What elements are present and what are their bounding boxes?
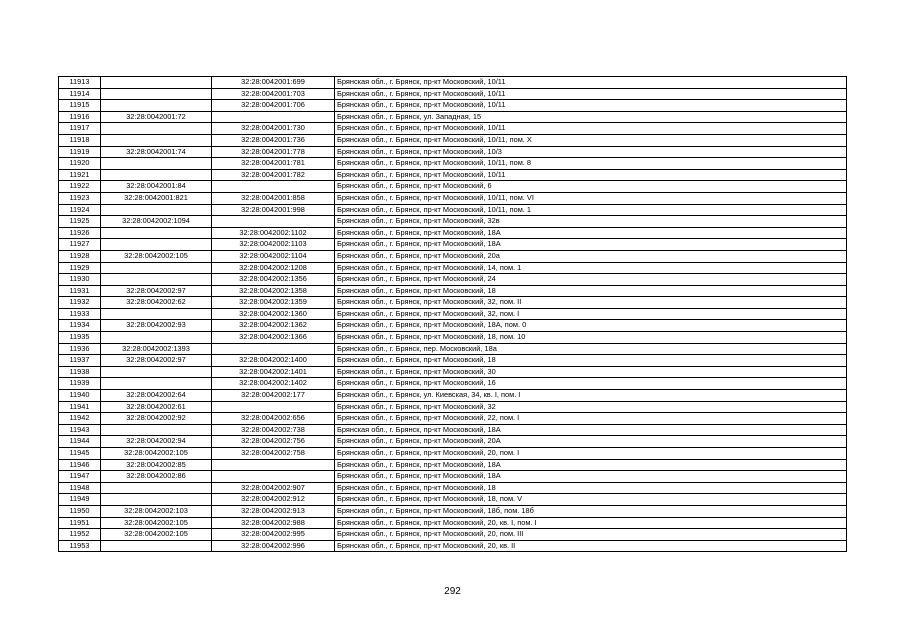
address-cell: Брянская обл., г. Брянск, пр-кт Московский, 18	[335, 482, 847, 494]
row-number-cell: 11930	[59, 274, 101, 286]
table-row	[59, 181, 847, 193]
row-number-cell: 11946	[59, 459, 101, 471]
object-number-cell: 32:28:0042001:730	[212, 123, 335, 135]
table-row	[59, 494, 847, 506]
table-row	[59, 274, 847, 286]
object-number-cell: 32:28:0042002:988	[212, 517, 335, 529]
table-row	[59, 111, 847, 123]
table-row	[59, 250, 847, 262]
parcel-number-cell: 32:28:0042002:86	[101, 471, 212, 483]
table-row	[59, 355, 847, 367]
parcel-number-cell	[101, 494, 212, 506]
row-number-cell: 11947	[59, 471, 101, 483]
address-cell: Брянская обл., г. Брянск, пр-кт Московский, 20, кв. I, пом. I	[335, 517, 847, 529]
row-number-cell: 11935	[59, 332, 101, 344]
table-row	[59, 262, 847, 274]
address-cell: Брянская обл., г. Брянск, пр-кт Московский, 30	[335, 366, 847, 378]
table-row	[59, 134, 847, 146]
table-row	[59, 88, 847, 100]
object-number-cell	[212, 459, 335, 471]
table-row	[59, 390, 847, 402]
registry-table	[58, 76, 847, 552]
address-cell: Брянская обл., г. Брянск, пр-кт Московский, 20, пом. I	[335, 448, 847, 460]
object-number-cell: 32:28:0042002:1104	[212, 250, 335, 262]
parcel-number-cell	[101, 424, 212, 436]
object-number-cell: 32:28:0042002:1366	[212, 332, 335, 344]
parcel-number-cell	[101, 332, 212, 344]
table-row	[59, 413, 847, 425]
row-number-cell: 11925	[59, 216, 101, 228]
table-row	[59, 448, 847, 460]
table-row	[59, 77, 847, 89]
address-cell: Брянская обл., г. Брянск, пр-кт Московский, 10/11, пом. VI	[335, 192, 847, 204]
address-cell: Брянская обл., г. Брянск, пр-кт Московский, 32	[335, 401, 847, 413]
parcel-number-cell: 32:28:0042002:105	[101, 517, 212, 529]
address-cell: Брянская обл., г. Брянск, пр-кт Московский, 24	[335, 274, 847, 286]
object-number-cell: 32:28:0042002:995	[212, 529, 335, 541]
row-number-cell: 11952	[59, 529, 101, 541]
address-cell: Брянская обл., г. Брянск, пр-кт Московский, 20, кв. II	[335, 540, 847, 552]
object-number-cell	[212, 343, 335, 355]
object-number-cell: 32:28:0042001:706	[212, 100, 335, 112]
object-number-cell: 32:28:0042002:907	[212, 482, 335, 494]
parcel-number-cell: 32:28:0042002:61	[101, 401, 212, 413]
object-number-cell: 32:28:0042001:699	[212, 77, 335, 89]
table-row	[59, 482, 847, 494]
parcel-number-cell	[101, 378, 212, 390]
parcel-number-cell: 32:28:0042002:92	[101, 413, 212, 425]
table-row	[59, 424, 847, 436]
object-number-cell: 32:28:0042002:912	[212, 494, 335, 506]
address-cell: Брянская обл., г. Брянск, пр-кт Московский, 14, пом. 1	[335, 262, 847, 274]
address-cell: Брянская обл., г. Брянск, пер. Московский, 18а	[335, 343, 847, 355]
object-number-cell: 32:28:0042002:1103	[212, 239, 335, 251]
parcel-number-cell	[101, 366, 212, 378]
parcel-number-cell: 32:28:0042002:103	[101, 505, 212, 517]
row-number-cell: 11937	[59, 355, 101, 367]
row-number-cell: 11938	[59, 366, 101, 378]
object-number-cell: 32:28:0042002:1360	[212, 308, 335, 320]
table-row	[59, 471, 847, 483]
parcel-number-cell: 32:28:0042002:1094	[101, 216, 212, 228]
table-row	[59, 505, 847, 517]
table-row	[59, 146, 847, 158]
address-cell: Брянская обл., г. Брянск, пр-кт Московский, 22, пом. I	[335, 413, 847, 425]
parcel-number-cell: 32:28:0042001:72	[101, 111, 212, 123]
parcel-number-cell: 32:28:0042002:97	[101, 355, 212, 367]
table-row	[59, 308, 847, 320]
table-row	[59, 378, 847, 390]
object-number-cell: 32:28:0042001:736	[212, 134, 335, 146]
parcel-number-cell: 32:28:0042001:821	[101, 192, 212, 204]
address-cell: Брянская обл., г. Брянск, пр-кт Московский, 18б, пом. 18б	[335, 505, 847, 517]
row-number-cell: 11940	[59, 390, 101, 402]
row-number-cell: 11936	[59, 343, 101, 355]
parcel-number-cell	[101, 88, 212, 100]
table-row	[59, 239, 847, 251]
row-number-cell: 11921	[59, 169, 101, 181]
object-number-cell: 32:28:0042002:758	[212, 448, 335, 460]
parcel-number-cell: 32:28:0042002:105	[101, 448, 212, 460]
object-number-cell: 32:28:0042001:781	[212, 158, 335, 170]
parcel-number-cell: 32:28:0042002:64	[101, 390, 212, 402]
object-number-cell	[212, 216, 335, 228]
row-number-cell: 11953	[59, 540, 101, 552]
address-cell: Брянская обл., г. Брянск, пр-кт Московский, 20А	[335, 436, 847, 448]
parcel-number-cell	[101, 274, 212, 286]
address-cell: Брянская обл., г. Брянск, пр-кт Московский, 6	[335, 181, 847, 193]
row-number-cell: 11949	[59, 494, 101, 506]
row-number-cell: 11928	[59, 250, 101, 262]
object-number-cell: 32:28:0042001:703	[212, 88, 335, 100]
parcel-number-cell	[101, 227, 212, 239]
address-cell: Брянская обл., г. Брянск, пр-кт Московский, 18А	[335, 239, 847, 251]
object-number-cell: 32:28:0042002:1359	[212, 297, 335, 309]
parcel-number-cell	[101, 482, 212, 494]
table-row	[59, 401, 847, 413]
table-row	[59, 192, 847, 204]
address-cell: Брянская обл., г. Брянск, пр-кт Московский, 10/11	[335, 123, 847, 135]
table-row	[59, 204, 847, 216]
parcel-number-cell: 32:28:0042002:1393	[101, 343, 212, 355]
table-row	[59, 123, 847, 135]
parcel-number-cell	[101, 308, 212, 320]
row-number-cell: 11933	[59, 308, 101, 320]
table-row	[59, 459, 847, 471]
object-number-cell: 32:28:0042002:996	[212, 540, 335, 552]
table-row	[59, 216, 847, 228]
parcel-number-cell: 32:28:0042002:93	[101, 320, 212, 332]
registry-table-body	[59, 77, 847, 552]
row-number-cell: 11918	[59, 134, 101, 146]
row-number-cell: 11922	[59, 181, 101, 193]
row-number-cell: 11944	[59, 436, 101, 448]
row-number-cell: 11913	[59, 77, 101, 89]
object-number-cell: 32:28:0042002:177	[212, 390, 335, 402]
object-number-cell: 32:28:0042002:1356	[212, 274, 335, 286]
parcel-number-cell	[101, 262, 212, 274]
row-number-cell: 11943	[59, 424, 101, 436]
address-cell: Брянская обл., г. Брянск, пр-кт Московский, 20а	[335, 250, 847, 262]
object-number-cell: 32:28:0042002:1102	[212, 227, 335, 239]
table-row	[59, 540, 847, 552]
address-cell: Брянская обл., г. Брянск, пр-кт Московский, 10/11	[335, 169, 847, 181]
row-number-cell: 11917	[59, 123, 101, 135]
object-number-cell: 32:28:0042001:858	[212, 192, 335, 204]
table-row	[59, 297, 847, 309]
address-cell: Брянская обл., г. Брянск, пр-кт Московский, 18А	[335, 471, 847, 483]
address-cell: Брянская обл., г. Брянск, пр-кт Московский, 18	[335, 285, 847, 297]
row-number-cell: 11942	[59, 413, 101, 425]
object-number-cell: 32:28:0042002:1401	[212, 366, 335, 378]
table-row	[59, 529, 847, 541]
parcel-number-cell: 32:28:0042002:94	[101, 436, 212, 448]
address-cell: Брянская обл., г. Брянск, пр-кт Московский, 18А	[335, 227, 847, 239]
row-number-cell: 11945	[59, 448, 101, 460]
parcel-number-cell: 32:28:0042001:74	[101, 146, 212, 158]
address-cell: Брянская обл., г. Брянск, пр-кт Московский, 32в	[335, 216, 847, 228]
row-number-cell: 11939	[59, 378, 101, 390]
object-number-cell: 32:28:0042002:1400	[212, 355, 335, 367]
parcel-number-cell	[101, 123, 212, 135]
address-cell: Брянская обл., г. Брянск, пр-кт Московский, 32, пом. I	[335, 308, 847, 320]
address-cell: Брянская обл., г. Брянск, пр-кт Московский, 10/11	[335, 100, 847, 112]
table-row	[59, 169, 847, 181]
address-cell: Брянская обл., г. Брянск, пр-кт Московский, 10/3	[335, 146, 847, 158]
table-row	[59, 343, 847, 355]
object-number-cell	[212, 111, 335, 123]
object-number-cell: 32:28:0042001:782	[212, 169, 335, 181]
parcel-number-cell	[101, 540, 212, 552]
parcel-number-cell	[101, 158, 212, 170]
parcel-number-cell: 32:28:0042002:97	[101, 285, 212, 297]
address-cell: Брянская обл., г. Брянск, пр-кт Московский, 10/11, пом. X	[335, 134, 847, 146]
row-number-cell: 11929	[59, 262, 101, 274]
address-cell: Брянская обл., г. Брянск, пр-кт Московский, 18, пом. 10	[335, 332, 847, 344]
table-row	[59, 158, 847, 170]
address-cell: Брянская обл., г. Брянск, пр-кт Московский, 18А, пом. 0	[335, 320, 847, 332]
object-number-cell: 32:28:0042001:998	[212, 204, 335, 216]
parcel-number-cell	[101, 134, 212, 146]
object-number-cell: 32:28:0042001:778	[212, 146, 335, 158]
row-number-cell: 11916	[59, 111, 101, 123]
address-cell: Брянская обл., г. Брянск, пр-кт Московский, 32, пом. II	[335, 297, 847, 309]
parcel-number-cell	[101, 239, 212, 251]
object-number-cell: 32:28:0042002:1362	[212, 320, 335, 332]
row-number-cell: 11926	[59, 227, 101, 239]
table-row	[59, 332, 847, 344]
object-number-cell: 32:28:0042002:1208	[212, 262, 335, 274]
object-number-cell: 32:28:0042002:1402	[212, 378, 335, 390]
table-row	[59, 366, 847, 378]
row-number-cell: 11941	[59, 401, 101, 413]
object-number-cell	[212, 401, 335, 413]
object-number-cell	[212, 471, 335, 483]
address-cell: Брянская обл., г. Брянск, пр-кт Московский, 10/11, пом. 8	[335, 158, 847, 170]
parcel-number-cell: 32:28:0042002:62	[101, 297, 212, 309]
parcel-number-cell: 32:28:0042002:85	[101, 459, 212, 471]
parcel-number-cell	[101, 169, 212, 181]
object-number-cell: 32:28:0042002:756	[212, 436, 335, 448]
parcel-number-cell	[101, 204, 212, 216]
object-number-cell: 32:28:0042002:656	[212, 413, 335, 425]
address-cell: Брянская обл., г. Брянск, пр-кт Московский, 18А	[335, 459, 847, 471]
address-cell: Брянская обл., г. Брянск, пр-кт Московский, 10/11	[335, 88, 847, 100]
address-cell: Брянская обл., г. Брянск, пр-кт Московский, 10/11, пом. 1	[335, 204, 847, 216]
table-row	[59, 227, 847, 239]
address-cell: Брянская обл., г. Брянск, пр-кт Московский, 18А	[335, 424, 847, 436]
object-number-cell	[212, 181, 335, 193]
table-row	[59, 436, 847, 448]
row-number-cell: 11931	[59, 285, 101, 297]
address-cell: Брянская обл., г. Брянск, ул. Западная, 15	[335, 111, 847, 123]
row-number-cell: 11924	[59, 204, 101, 216]
parcel-number-cell: 32:28:0042002:105	[101, 529, 212, 541]
object-number-cell: 32:28:0042002:1358	[212, 285, 335, 297]
address-cell: Брянская обл., г. Брянск, пр-кт Московский, 18	[335, 355, 847, 367]
row-number-cell: 11932	[59, 297, 101, 309]
parcel-number-cell	[101, 100, 212, 112]
page-number: 292	[444, 586, 461, 597]
row-number-cell: 11914	[59, 88, 101, 100]
address-cell: Брянская обл., г. Брянск, пр-кт Московский, 18, пом. V	[335, 494, 847, 506]
object-number-cell: 32:28:0042002:913	[212, 505, 335, 517]
row-number-cell: 11920	[59, 158, 101, 170]
table-row	[59, 320, 847, 332]
address-cell: Брянская обл., г. Брянск, ул. Киевская, 34, кв. I, пом. I	[335, 390, 847, 402]
row-number-cell: 11927	[59, 239, 101, 251]
address-cell: Брянская обл., г. Брянск, пр-кт Московский, 16	[335, 378, 847, 390]
table-row	[59, 517, 847, 529]
row-number-cell: 11919	[59, 146, 101, 158]
object-number-cell: 32:28:0042002:738	[212, 424, 335, 436]
table-row	[59, 100, 847, 112]
parcel-number-cell: 32:28:0042001:84	[101, 181, 212, 193]
address-cell: Брянская обл., г. Брянск, пр-кт Московский, 10/11	[335, 77, 847, 89]
row-number-cell: 11951	[59, 517, 101, 529]
table-row	[59, 285, 847, 297]
row-number-cell: 11950	[59, 505, 101, 517]
parcel-number-cell	[101, 77, 212, 89]
address-cell: Брянская обл., г. Брянск, пр-кт Московский, 20, пом. III	[335, 529, 847, 541]
parcel-number-cell: 32:28:0042002:105	[101, 250, 212, 262]
row-number-cell: 11923	[59, 192, 101, 204]
row-number-cell: 11948	[59, 482, 101, 494]
row-number-cell: 11915	[59, 100, 101, 112]
row-number-cell: 11934	[59, 320, 101, 332]
